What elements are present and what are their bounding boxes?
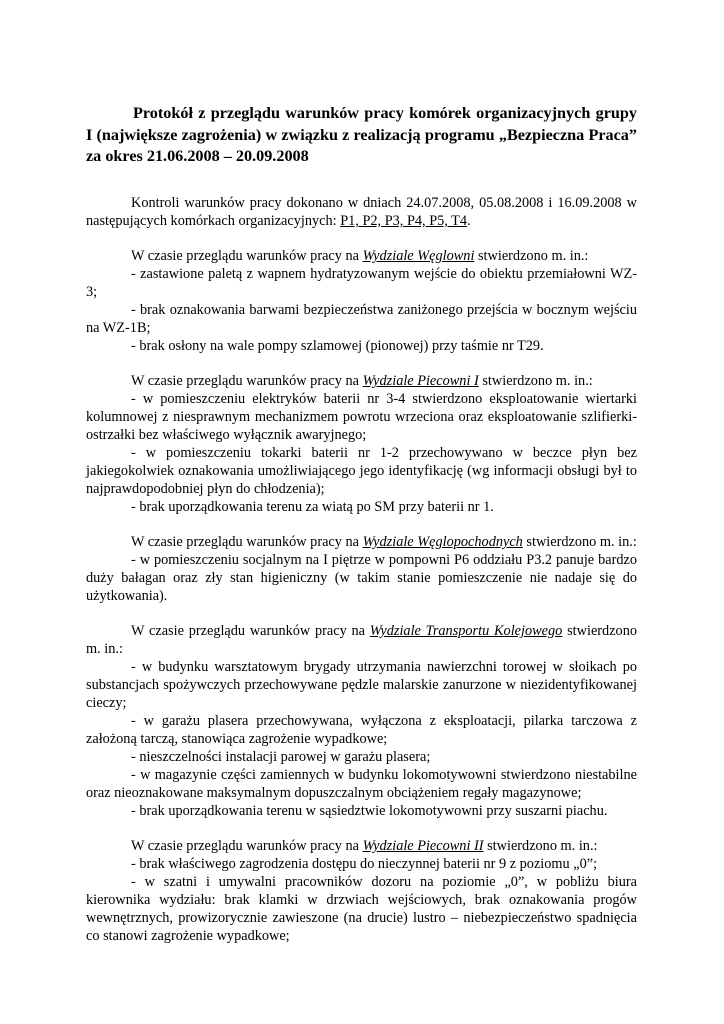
section-lead: W czasie przeglądu warunków pracy na [131, 623, 370, 639]
section-tail: stwierdzono m. in.: [474, 248, 589, 264]
section-lead: W czasie przeglądu warunków pracy na [131, 838, 363, 854]
finding-item: - w pomieszczeniu tokarki baterii nr 1-2 przechowywano w beczce płyn bez jakiegokolwiek oznakowania umożliwiającego jego identyfikację (wg informacji obsługi był to najprawdopodobniej płyn do chłodzenia); [86, 445, 637, 497]
section-lead: W czasie przeglądu warunków pracy na [131, 248, 363, 264]
section-heading [86, 837, 637, 855]
section-tail: stwierdzono m. in.: [483, 838, 598, 854]
finding-item: - w budynku warsztatowym brygady utrzymania nawierzchni torowej w słoikach po substancjach spożywczych przechowywane pędzle malarskie zanurzone w niezidentyfikowanej cieczy; [86, 659, 637, 711]
intro-end: . [467, 213, 471, 229]
section-lead: W czasie przeglądu warunków pracy na [131, 534, 363, 550]
units-list: P1, P2, P3, P4, P5, T4 [340, 213, 468, 229]
finding-item: - w szatni i umywalni pracowników dozoru na poziomie „0”, w pobliżu biura kierownika wydziału: brak klamki w drzwiach wejściowych, brak oznakowania progów wewnętrznych, prowizorycznie zawieszone (na drucie) lustro – niebezpieczeństwo spadnięcia co stanowi zagrożenie wypadkowe; [86, 874, 637, 944]
finding-item: - nieszczelności instalacji parowej w garażu plasera; [131, 749, 431, 765]
section-lead: W czasie przeglądu warunków pracy na [131, 373, 363, 389]
section-heading [86, 247, 637, 265]
section-heading [86, 622, 637, 658]
department-name: Wydziale Węglowni [362, 248, 475, 264]
finding-item: - w garażu plasera przechowywana, wyłączona z eksploatacji, pilarka tarczowa z założoną tarczą, stanowiąca zagrożenie wypadkowe; [86, 713, 637, 747]
intro-paragraph [86, 194, 637, 230]
department-name: Wydziale Piecowni II [362, 838, 484, 854]
finding-item: - w pomieszczeniu elektryków baterii nr 3-4 stwierdzono eksploatowanie wiertarki kolumnowej z niesprawnym mechanizmem powrotu wrzeciona oraz eksploatowanie szlifierki-ostrzałki bez właściwego wyłącznik awaryjnego; [86, 391, 637, 443]
finding-item: - brak uporządkowania terenu w sąsiedztwie lokomotywowni przy suszarni piachu. [131, 803, 608, 819]
finding-item: - brak osłony na wale pompy szlamowej (pionowej) przy taśmie nr T29. [131, 338, 544, 354]
section-tail: stwierdzono m. in.: [522, 534, 637, 550]
section-heading [86, 533, 637, 551]
document-title: Protokół z przeglądu warunków pracy komórek organizacyjnych grupy I (największe zagrożenia) w związku z realizacją programu „Bezpieczna Praca” za okres 21.06.2008 – 20.09.2008 [86, 104, 637, 166]
finding-item: - zastawione paletą z wapnem hydratyzowanym wejście do obiektu przemiałowni WZ-3; [86, 266, 637, 300]
department-name: Wydziale Węglopochodnych [362, 534, 523, 550]
section-heading [86, 372, 637, 390]
finding-item: - brak oznakowania barwami bezpieczeństwa zaniżonego przejścia w bocznym wejściu na WZ-1B; [86, 302, 637, 336]
finding-item: - brak uporządkowania terenu za wiatą po SM przy baterii nr 1. [131, 499, 494, 515]
section-tail: stwierdzono m. in.: [478, 373, 593, 389]
finding-item: - w pomieszczeniu socjalnym na I piętrze w pompowni P6 oddziału P3.2 panuje bardzo duży bałagan oraz zły stan higieniczny (w takim stanie pomieszczenie nie nadaje się do użytkowania). [86, 552, 637, 604]
finding-item: - w magazynie części zamiennych w budynku lokomotywowni stwierdzono niestabilne oraz nieoznakowane maksymalnym dopuszczalnym obciążeniem regały magazynowe; [86, 767, 637, 801]
section-tail: stwierdzono m. in.: [86, 623, 637, 657]
department-name: Wydziale Piecowni I [362, 373, 479, 389]
department-name: Wydziale Transportu Kolejowego [369, 623, 563, 639]
intro-text: Kontroli warunków pracy dokonano w dniach 24.07.2008, 05.08.2008 i 16.09.2008 w następujących komórkach organizacyjnych: [86, 195, 637, 229]
document-body [86, 194, 637, 945]
finding-item: - brak właściwego zagrodzenia dostępu do nieczynnej baterii nr 9 z poziomu „0”; [131, 856, 598, 872]
